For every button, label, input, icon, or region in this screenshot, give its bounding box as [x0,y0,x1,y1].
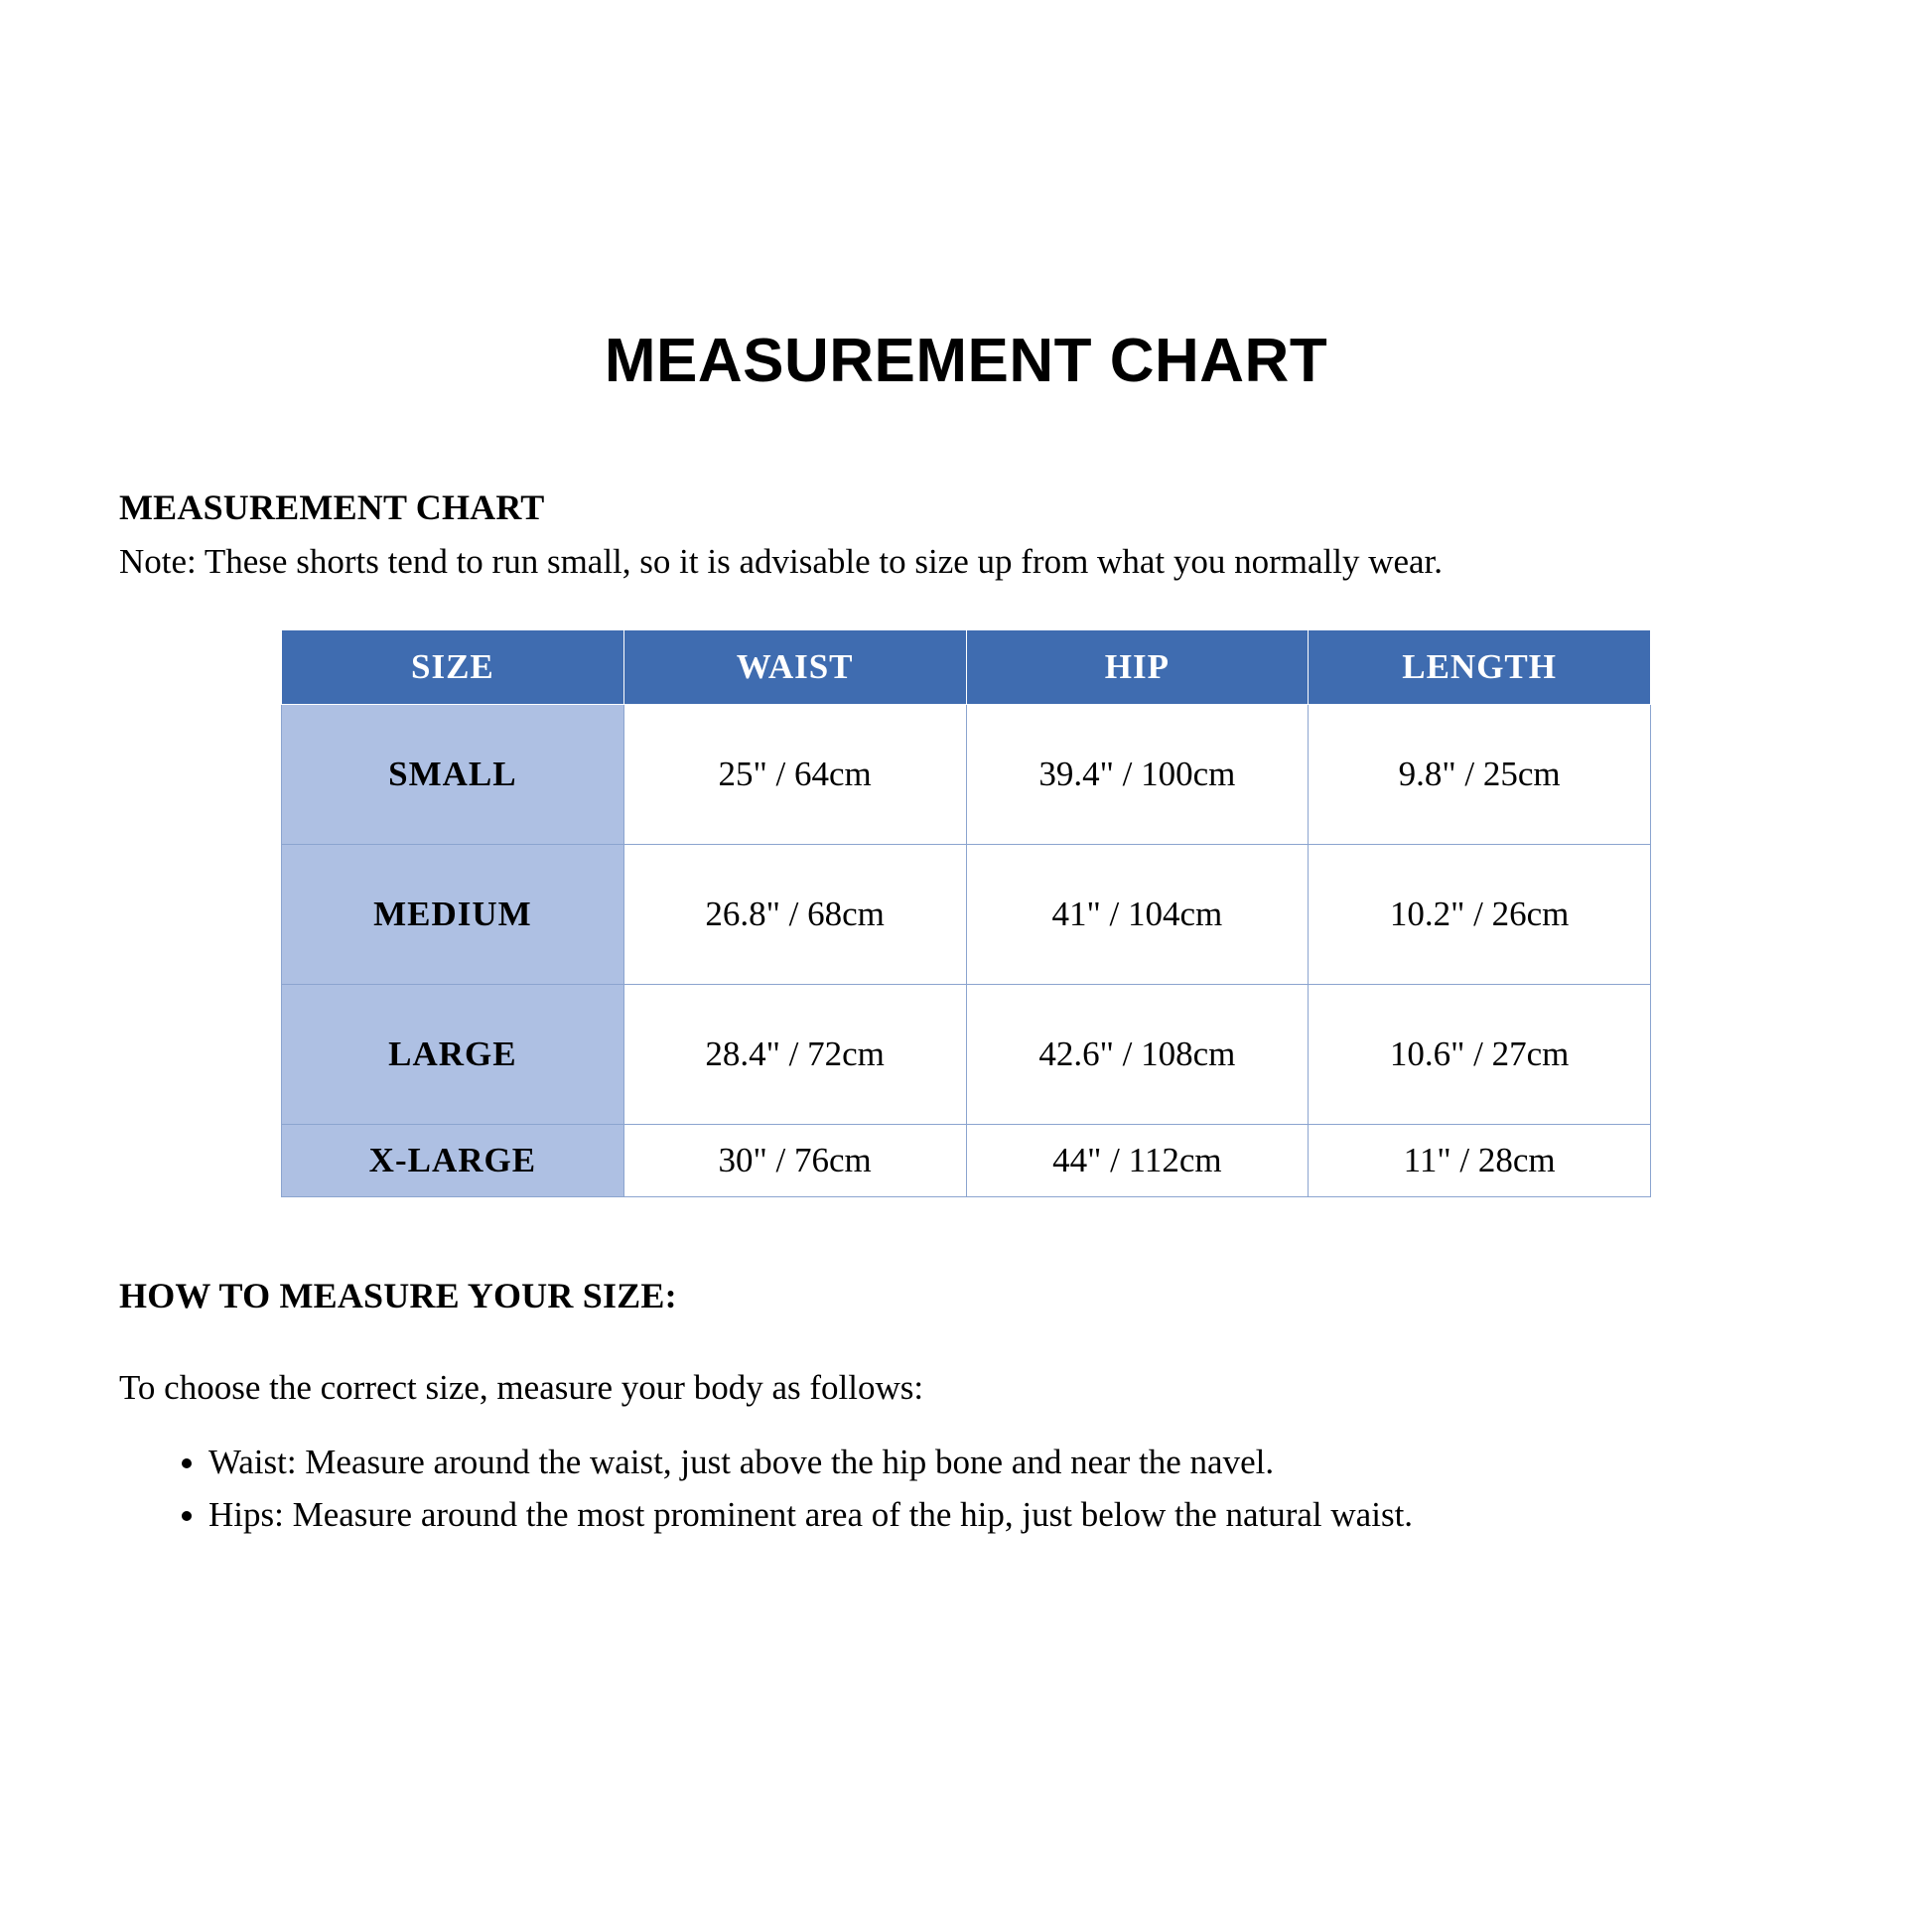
cell-hip: 42.6" / 108cm [966,985,1309,1125]
sizing-note: Note: These shorts tend to run small, so it is advisable to size up from what you normally wear. [119,542,1444,582]
cell-hip: 41" / 104cm [966,845,1309,985]
cell-waist: 28.4" / 72cm [623,985,966,1125]
column-header-size: SIZE [282,630,624,705]
cell-length: 10.6" / 27cm [1309,985,1651,1125]
column-header-waist: WAIST [623,630,966,705]
cell-size: X-LARGE [282,1125,624,1197]
cell-size: SMALL [282,705,624,845]
table-row [282,705,1651,845]
page-title: MEASUREMENT CHART [604,327,1328,395]
document-content [0,486,1932,1541]
section-heading: MEASUREMENT CHART [119,487,545,528]
list-item: • Waist: Measure around the waist, just above the hip bone and near the navel. [208,1438,1813,1488]
table-row [282,1125,1651,1197]
cell-hip: 44" / 112cm [966,1125,1309,1197]
cell-waist: 30" / 76cm [623,1125,966,1197]
how-to-measure-heading: HOW TO MEASURE YOUR SIZE: [119,1276,677,1316]
table-header-row [282,630,1651,705]
cell-hip: 39.4" / 100cm [966,705,1309,845]
measure-instructions-list [119,1438,1813,1541]
cell-size: LARGE [282,985,624,1125]
cell-waist: 26.8" / 68cm [623,845,966,985]
cell-length: 10.2" / 26cm [1309,845,1651,985]
table-body [282,705,1651,1197]
cell-size: MEDIUM [282,845,624,985]
column-header-length: LENGTH [1309,630,1651,705]
table-row [282,845,1651,985]
column-header-hip: HIP [966,630,1309,705]
table-row [282,985,1651,1125]
measurement-table [281,629,1651,1197]
list-item: • Hips: Measure around the most prominent area of the hip, just below the natural waist. [208,1490,1813,1541]
how-to-measure-intro: To choose the correct size, measure your body as follows: [119,1368,924,1408]
table-header [282,630,1651,705]
cell-waist: 25" / 64cm [623,705,966,845]
cell-length: 11" / 28cm [1309,1125,1651,1197]
cell-length: 9.8" / 25cm [1309,705,1651,845]
